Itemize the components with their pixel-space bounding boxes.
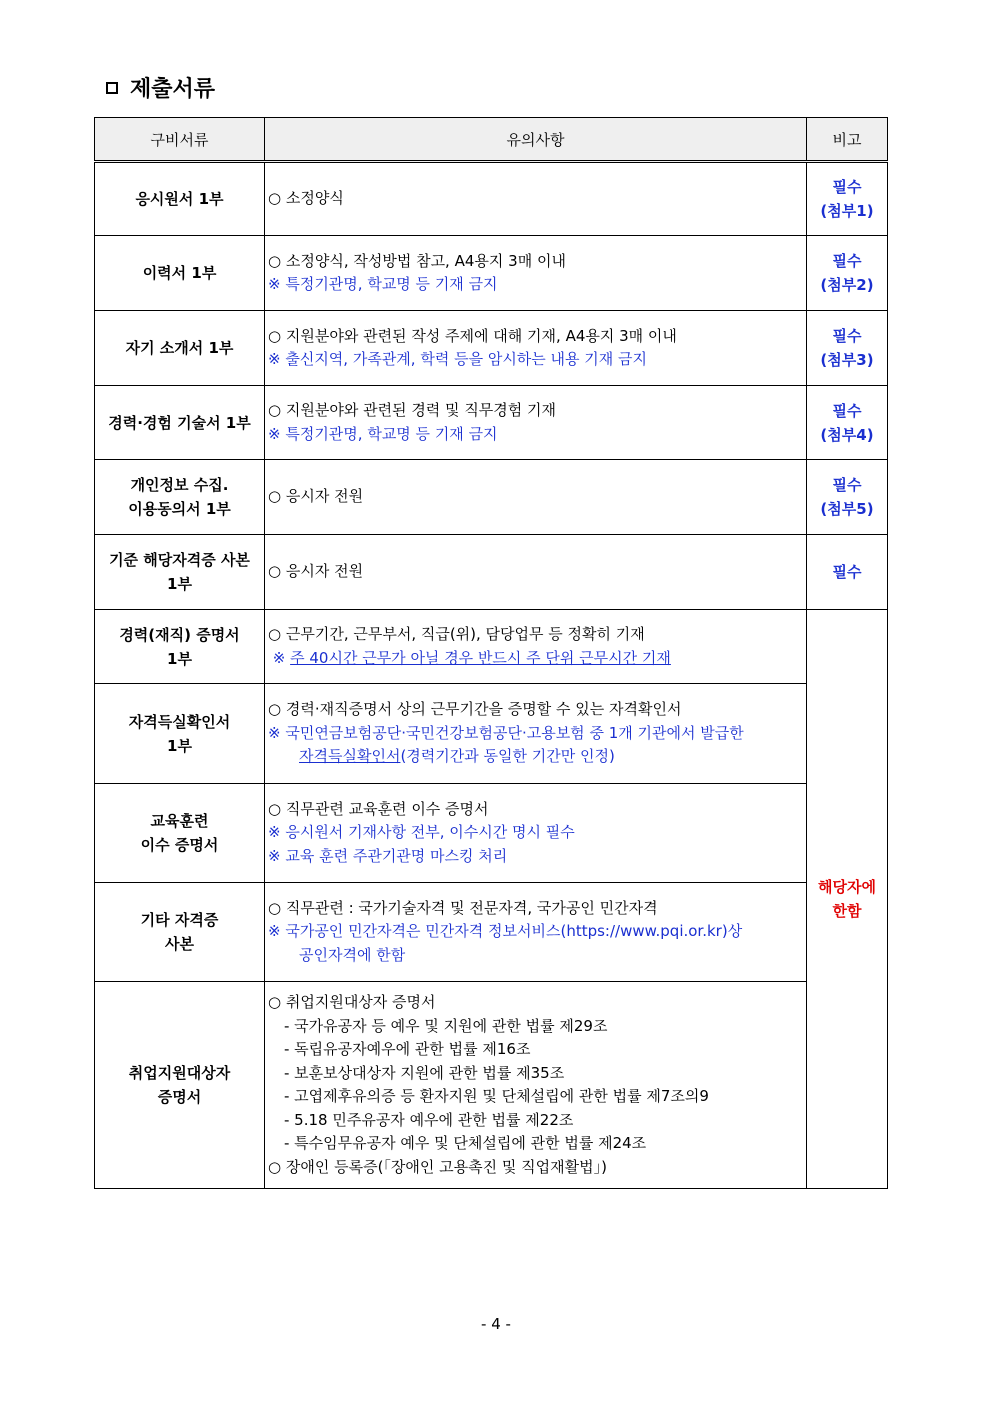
remark-required: 필수 (첨부1) <box>807 162 888 236</box>
page-number: - 4 - <box>481 1315 511 1333</box>
header-documents: 구비서류 <box>95 118 265 162</box>
document-notes: ○ 취업지원대상자 증명서 - 국가유공자 등 예우 및 지원에 관한 법률 제29조 - 독립유공자예우에 관한 법률 제16조 - 보훈보상대상자 지원에 관한 법률 제35조 - 고엽제후유의증 등 환자지원 및 단체설립에 관한 법률 제7조의9 - 5.18 민주유공자 예우에 관한 법률 제22조 - 특수임무유공자 예우 및 단체설립에 관한 법률 제24조 ○ 장애인 등록증(「장애인 고용촉진 및 직업재활법」) <box>265 982 807 1189</box>
document-notes: ○ 지원분야와 관련된 경력 및 직무경험 기재 ※ 특정기관명, 학교명 등 기재 금지 <box>265 386 807 460</box>
document-notes: ○ 근무기간, 근무부서, 직급(위), 담당업무 등 정확히 기재 ※ 주 40시간 근무가 아닐 경우 반드시 주 단위 근무시간 기재 <box>265 610 807 684</box>
document-notes: ○ 응시자 전원 <box>265 535 807 610</box>
table-row <box>95 684 888 784</box>
table-header-row <box>95 118 888 162</box>
remark-required: 필수 <box>807 535 888 610</box>
remark-if-applicable: 해당자에 한함 <box>807 610 888 1189</box>
header-notes: 유의사항 <box>265 118 807 162</box>
document-notes: ○ 지원분야와 관련된 작성 주제에 대해 기재, A4용지 3매 이내 ※ 출신지역, 가족관계, 학력 등을 암시하는 내용 기재 금지 <box>265 311 807 386</box>
table-row <box>95 162 888 236</box>
document-name: 이력서 1부 <box>95 236 265 311</box>
section-title <box>106 72 215 103</box>
document-name: 기준 해당자격증 사본 1부 <box>95 535 265 610</box>
table-row <box>95 535 888 610</box>
document-notes: ○ 직무관련 : 국가기술자격 및 전문자격, 국가공인 민간자격 ※ 국가공인 민간자격은 민간자격 정보서비스(https://www.pqi.or.kr)상 공인자격에 한함 <box>265 883 807 982</box>
remark-required: 필수 (첨부2) <box>807 236 888 311</box>
table-row <box>95 610 888 684</box>
document-name: 자격득실확인서 1부 <box>95 684 265 784</box>
table-row <box>95 982 888 1189</box>
remark-required: 필수 (첨부3) <box>807 311 888 386</box>
document-name: 개인정보 수집. 이용동의서 1부 <box>95 460 265 535</box>
table-row <box>95 311 888 386</box>
document-name: 경력(재직) 증명서 1부 <box>95 610 265 684</box>
document-notes: ○ 응시자 전원 <box>265 460 807 535</box>
document-notes: ○ 직무관련 교육훈련 이수 증명서 ※ 응시원서 기재사항 전부, 이수시간 명시 필수 ※ 교육 훈련 주관기관명 마스킹 처리 <box>265 784 807 883</box>
document-name: 교육훈련 이수 증명서 <box>95 784 265 883</box>
table-row <box>95 386 888 460</box>
document-name: 기타 자격증 사본 <box>95 883 265 982</box>
remark-required: 필수 (첨부4) <box>807 386 888 460</box>
table-row <box>95 883 888 982</box>
document-name: 경력·경험 기술서 1부 <box>95 386 265 460</box>
header-remarks: 비고 <box>807 118 888 162</box>
document-notes: ○ 경력·재직증명서 상의 근무기간을 증명할 수 있는 자격확인서 ※ 국민연금보험공단·국민건강보험공단·고용보험 중 1개 기관에서 발급한 자격득실확인서(경력기간과 동일한 기간만 인정) <box>265 684 807 784</box>
document-name: 취업지원대상자 증명서 <box>95 982 265 1189</box>
document-name: 자기 소개서 1부 <box>95 311 265 386</box>
documents-table <box>94 117 888 1189</box>
table-row <box>95 460 888 535</box>
document-notes: ○ 소정양식 <box>265 162 807 236</box>
remark-required: 필수 (첨부5) <box>807 460 888 535</box>
section-title-text: 제출서류 <box>130 77 216 102</box>
document-notes: ○ 소정양식, 작성방법 참고, A4용지 3매 이내 ※ 특정기관명, 학교명 등 기재 금지 <box>265 236 807 311</box>
table-row <box>95 236 888 311</box>
table-row <box>95 784 888 883</box>
checkbox-bullet-icon <box>106 82 118 94</box>
document-name: 응시원서 1부 <box>95 162 265 236</box>
